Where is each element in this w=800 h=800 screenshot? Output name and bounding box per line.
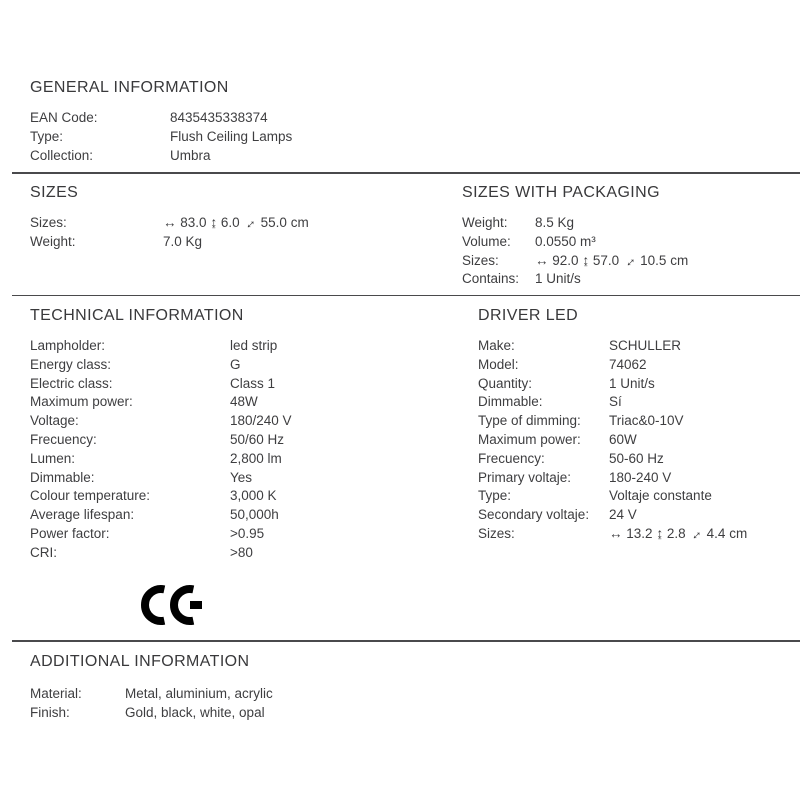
spec-label: Maximum power: — [478, 431, 581, 447]
table-row — [30, 685, 770, 704]
height-arrow-icon: ↨ — [210, 215, 218, 230]
section-divider — [12, 295, 800, 297]
table-row — [30, 412, 440, 431]
spec-table — [462, 214, 792, 289]
spec-value: 0.0550 m³ — [535, 233, 596, 249]
spec-value: 8.5 Kg — [535, 215, 575, 230]
table-row — [30, 356, 440, 375]
spec-value: 180/240 V — [230, 413, 292, 429]
spec-label: Finish: — [30, 704, 70, 720]
spec-label: Model: — [478, 356, 519, 372]
spec-value: Class 1 — [230, 375, 276, 391]
spec-value: 1 Unit/s — [609, 375, 655, 391]
spec-label: Quantity: — [478, 375, 533, 391]
table-row — [478, 356, 798, 375]
spec-value: G — [230, 356, 241, 372]
table-row — [462, 252, 792, 271]
height-arrow-icon: ↨ — [582, 252, 590, 268]
table-row — [30, 431, 440, 450]
ce-mark-logo — [140, 584, 204, 626]
spec-value: 7.0 Kg — [163, 233, 203, 249]
table-row — [30, 469, 440, 488]
dim-depth: 55.0 — [260, 215, 287, 230]
table-row — [30, 487, 440, 506]
spec-label: Dimmable: — [478, 394, 543, 410]
table-row — [478, 412, 798, 431]
section-general-information — [30, 78, 770, 165]
spec-value: 74062 — [609, 356, 647, 372]
table-row — [30, 375, 440, 394]
spec-value: 8435435338374 — [170, 110, 268, 125]
table-row — [462, 270, 792, 289]
table-row — [30, 214, 430, 233]
table-row — [478, 431, 798, 450]
spec-label: Electric class: — [30, 375, 113, 391]
spec-value: Triac&0-10V — [609, 413, 684, 429]
table-row — [30, 233, 430, 252]
spec-value: 50/60 Hz — [230, 431, 285, 447]
spec-value: Yes — [230, 469, 253, 485]
height-arrow-icon: ↨ — [656, 525, 664, 541]
table-row — [478, 469, 798, 488]
dim-width: 92.0 — [552, 252, 579, 268]
section-title: TECHNICAL INFORMATION — [30, 307, 244, 324]
width-arrow-icon: ↔ — [535, 252, 549, 268]
depth-diagonal-arrow-icon: ↔ — [618, 250, 640, 271]
spec-value: 2,800 lm — [230, 450, 282, 466]
section-title: GENERAL INFORMATION — [30, 79, 229, 96]
spec-table — [478, 337, 798, 544]
depth-diagonal-arrow-icon: ↔ — [685, 523, 706, 544]
spec-label: Lumen: — [30, 450, 76, 466]
spec-value: led strip — [230, 338, 278, 353]
spec-value: Metal, aluminium, acrylic — [125, 686, 273, 701]
table-row — [30, 109, 770, 128]
table-row — [30, 506, 440, 525]
table-row — [30, 544, 440, 563]
spec-value: 60W — [609, 431, 637, 447]
spec-label: Energy class: — [30, 356, 112, 372]
spec-table — [30, 214, 430, 252]
table-row — [30, 450, 440, 469]
dim-depth: 10.5 — [640, 252, 667, 268]
table-row — [30, 525, 440, 544]
table-row — [478, 450, 798, 469]
spec-value: >0.95 — [230, 525, 265, 541]
spec-value: 1 Unit/s — [535, 271, 581, 287]
spec-value-dimensions — [609, 525, 798, 544]
spec-label: Contains: — [462, 271, 520, 287]
spec-value-dimensions — [163, 214, 430, 233]
spec-label: Collection: — [30, 147, 94, 163]
dim-height: 57.0 — [592, 252, 620, 268]
spec-label: Sizes: — [478, 525, 515, 541]
spec-label: CRI: — [30, 544, 57, 560]
spec-value: Flush Ceiling Lamps — [170, 128, 293, 144]
spec-value: SCHULLER — [609, 338, 682, 353]
spec-label: EAN Code: — [30, 110, 98, 125]
spec-label: Frecuency: — [30, 431, 97, 447]
section-title: ADDITIONAL INFORMATION — [30, 653, 250, 670]
table-row — [478, 375, 798, 394]
table-row — [462, 214, 792, 233]
table-row — [462, 233, 792, 252]
spec-label: Make: — [478, 338, 515, 353]
spec-value: Voltaje constante — [609, 488, 712, 504]
dim-width: 83.0 — [180, 215, 207, 230]
spec-value: Gold, black, white, opal — [125, 704, 265, 720]
spec-label: Secondary voltaje: — [478, 507, 590, 523]
spec-label: Type: — [30, 128, 64, 144]
table-row — [478, 487, 798, 506]
spec-label: Weight: — [30, 233, 76, 249]
section-sizes-with-packaging — [462, 183, 792, 289]
spec-label: Type: — [478, 488, 512, 504]
dim-unit: cm — [670, 252, 689, 268]
spec-label: Dimmable: — [30, 469, 95, 485]
dim-width: 13.2 — [626, 525, 653, 541]
dim-unit: cm — [290, 215, 309, 230]
section-divider — [12, 640, 800, 642]
depth-diagonal-arrow-icon: ↔ — [239, 212, 260, 233]
spec-value: >80 — [230, 544, 253, 560]
spec-label: Average lifespan: — [30, 507, 135, 523]
section-title: SIZES WITH PACKAGING — [462, 184, 660, 201]
section-title: SIZES — [30, 184, 79, 201]
table-row — [478, 525, 798, 544]
dim-depth: 4.4 — [706, 525, 726, 541]
spec-table — [30, 109, 770, 165]
table-row — [30, 147, 770, 166]
section-sizes — [30, 183, 430, 252]
spec-label: Sizes: — [30, 215, 67, 230]
spec-label: Colour temperature: — [30, 488, 151, 504]
spec-label: Type of dimming: — [478, 413, 581, 429]
spec-value: 3,000 K — [230, 488, 277, 504]
spec-table — [30, 337, 440, 563]
spec-value: 50,000h — [230, 507, 279, 523]
spec-table — [30, 685, 770, 723]
dim-height: 6.0 — [220, 215, 240, 230]
dim-unit: cm — [729, 525, 748, 541]
section-technical-information — [30, 306, 440, 563]
spec-label: Primary voltaje: — [478, 469, 572, 485]
spec-label: Material: — [30, 686, 82, 701]
width-arrow-icon: ↔ — [163, 215, 177, 230]
spec-value: 50-60 Hz — [609, 450, 664, 466]
spec-label: Volume: — [462, 233, 511, 249]
spec-value: 48W — [230, 394, 258, 410]
width-arrow-icon: ↔ — [609, 525, 623, 541]
table-row — [478, 337, 798, 356]
spec-value: 24 V — [609, 507, 637, 523]
section-title: DRIVER LED — [478, 307, 579, 324]
spec-value: Sí — [609, 394, 622, 410]
spec-label: Frecuency: — [478, 450, 545, 466]
spec-label: Power factor: — [30, 525, 110, 541]
spec-label: Voltage: — [30, 413, 79, 429]
table-row — [30, 337, 440, 356]
table-row — [478, 393, 798, 412]
dim-height: 2.8 — [666, 525, 686, 541]
spec-value: 180-240 V — [609, 469, 672, 485]
section-driver-led — [478, 306, 798, 544]
spec-value-dimensions — [535, 252, 792, 271]
table-row — [30, 393, 440, 412]
spec-label: Weight: — [462, 215, 508, 230]
table-row — [30, 128, 770, 147]
spec-value: Umbra — [170, 147, 211, 163]
spec-label: Maximum power: — [30, 394, 133, 410]
spec-label: Sizes: — [462, 252, 499, 268]
table-row — [478, 506, 798, 525]
section-additional-information — [30, 652, 770, 723]
section-divider — [12, 172, 800, 174]
spec-label: Lampholder: — [30, 338, 106, 353]
table-row — [30, 704, 770, 723]
